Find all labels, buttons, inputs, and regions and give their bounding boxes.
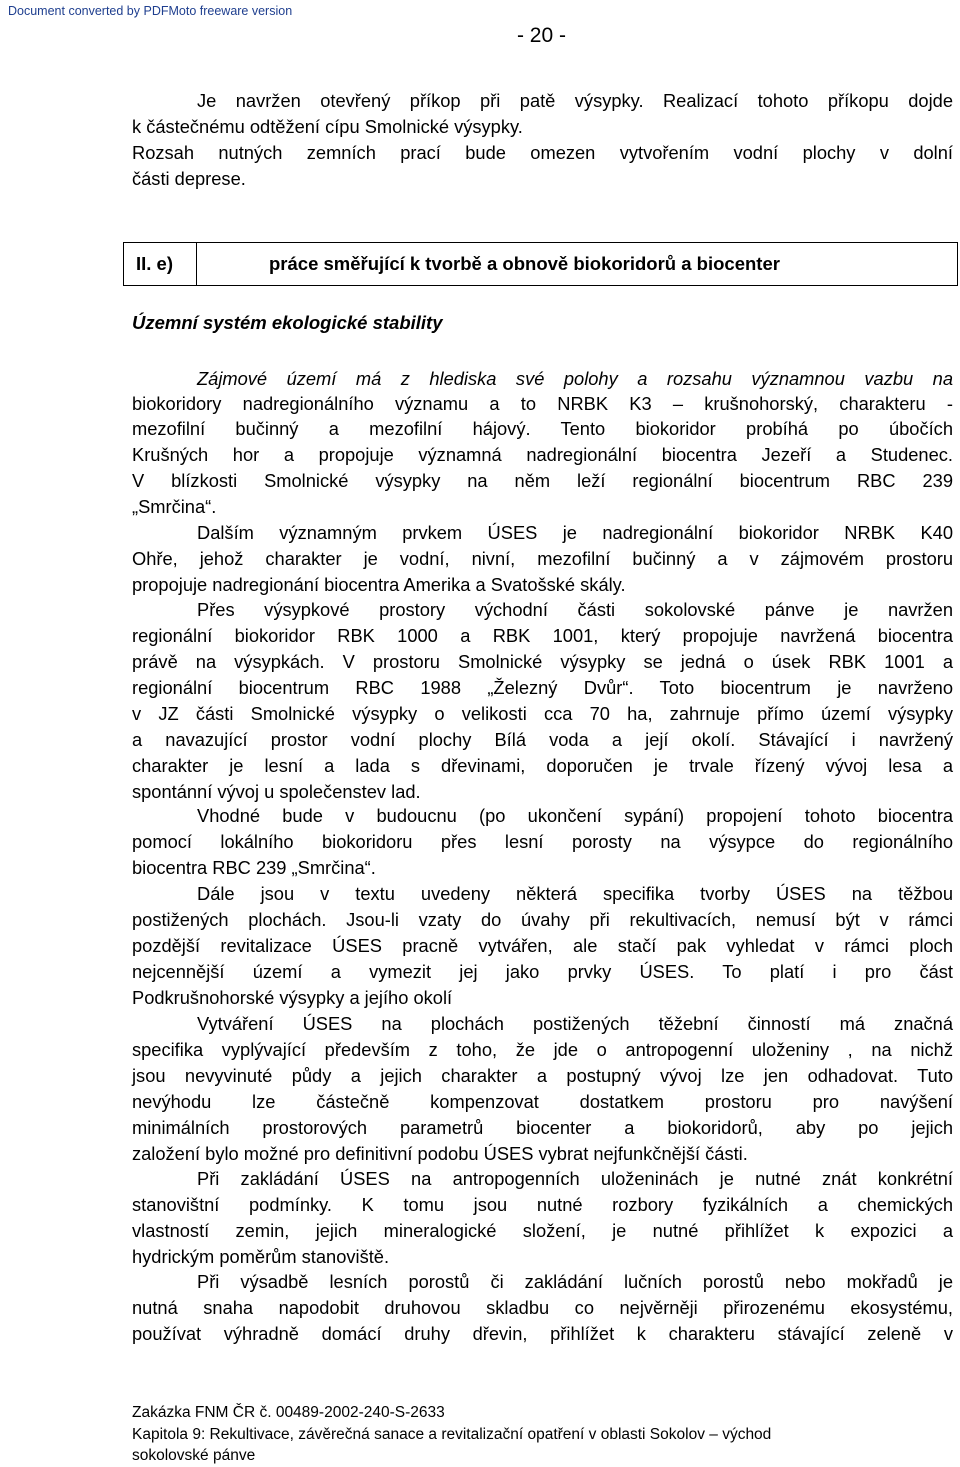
footer-region: sokolovské pánve (132, 1447, 256, 1464)
body-line: postižených plochách. Jsou-li vzaty do úvahy při rekultivacích, nemusí být v rámci (132, 909, 953, 930)
section-title: práce směřující k tvorbě a obnově biokoridorů a biocenter (269, 253, 780, 274)
body-line: vlastností zemin, jejich mineralogické složení, je nutné přihlížet k expozici a (132, 1220, 953, 1241)
body-line: pozdější revitalizace ÚSES pracně vytvářen, ale stačí pak vyhledat v rámci ploch (132, 935, 953, 956)
page-number: - 20 - (516, 24, 566, 47)
body-line: mezofilní bučinný a mezofilní hájový. Tento biokoridor probíhá po úbočích (132, 418, 953, 439)
body-line: minimálních prostorových parametrů biocenter a biokoridorů, aby po jejich (132, 1117, 953, 1138)
section-box-divider (196, 243, 197, 285)
body-line: Zájmové území má z hlediska své polohy a rozsahu významnou vazbu na (197, 368, 953, 389)
body-line: Přes výsypkové prostory východní části sokolovské pánve je navržen (197, 599, 953, 620)
body-line: a navazující prostor vodní plochy Bílá voda a její okolí. Stávající i navržený (132, 729, 953, 750)
body-line: Dále jsou v textu uvedeny některá specifika tvorby ÚSES na těžbou (197, 883, 953, 904)
body-line: biocentra RBC 239 „Smrčina“. (132, 857, 376, 878)
body-line: Při zakládání ÚSES na antropogenních uloženinách je nutné znát konkrétní (197, 1168, 953, 1189)
body-line: spontánní vývoj u společenstev lad. (132, 781, 421, 802)
intro-line: Rozsah nutných zemních prací bude omezen vytvořením vodní plochy v dolní (132, 142, 953, 163)
body-line: pomocí lokálního biokoridoru přes lesní porosty na výsypce do regionálního (132, 831, 953, 852)
body-line: nevýhodu lze částečně kompenzovat dostatkem prostoru pro navýšení (132, 1091, 953, 1112)
footer-order: Zakázka FNM ČR č. 00489-2002-240-S-2633 (132, 1404, 445, 1421)
body-line: propojuje nadregionání biocentra Amerika a Svatošské skály. (132, 574, 626, 595)
section-heading-box (123, 242, 958, 286)
body-line: V blízkosti Smolnické výsypky na něm leží regionální biocentrum RBC 239 (132, 470, 953, 491)
body-line: regionální biocentrum RBC 1988 „Železný Dvůr“. Toto biocentrum je navrženo (132, 677, 953, 698)
footer-chapter: Kapitola 9: Rekultivace, závěrečná sanace a revitalizační opatření v oblasti Sokolov – východ (132, 1426, 772, 1443)
body-line: Ohře, jehož charakter je vodní, nivní, mezofilní bučinný a v zájmovém prostoru (132, 548, 953, 569)
intro-line: k částečnému odtěžení cípu Smolnické výsypky. (132, 116, 523, 137)
body-line: hydrickým poměrům stanoviště. (132, 1246, 390, 1267)
body-line: biokoridory nadregionálního významu a to NRBK K3 – krušnohorský, charakteru - (132, 393, 953, 414)
body-line: právě na výsypkách. V prostoru Smolnické výsypky se jedná o úsek RBK 1001 a (132, 651, 953, 672)
body-line: nutná snaha napodobit druhovou skladbu co nejvěrněji přirozenému ekosystému, (132, 1297, 953, 1318)
intro-line: Je navržen otevřený příkop při patě výsypky. Realizací tohoto příkopu dojde (197, 90, 953, 111)
body-line: Podkrušnohorské výsypky a jejího okolí (132, 987, 453, 1008)
body-line: charakter je lesní a lada s dřevinami, doporučen je trvale řízený vývoj lesa a (132, 755, 953, 776)
body-line: v JZ části Smolnické výsypky o velikosti cca 70 ha, zahrnuje přímo území výsypky (132, 703, 953, 724)
body-line: Krušných hor a propojuje významná nadregionální biocentra Jezeří a Studenec. (132, 444, 953, 465)
body-line: založení bylo možné pro definitivní podobu ÚSES vybrat nejfunkčnější části. (132, 1143, 748, 1164)
body-line: jsou nevyvinuté půdy a jejich charakter a postupný vývoj lze jen odhadovat. Tuto (132, 1065, 953, 1086)
body-line: specifika vyplývající především z toho, že jde o antropogenní uloženiny , na nichž (132, 1039, 953, 1060)
body-line: nejcennější území a vymezit jej jako prvky ÚSES. To platí i pro část (132, 961, 953, 982)
body-line: Při výsadbě lesních porostů či zakládání lučních porostů nebo mokřadů je (197, 1271, 953, 1292)
body-line: Vytváření ÚSES na plochách postižených těžební činností má značná (197, 1013, 953, 1034)
body-line: regionální biokoridor RBK 1000 a RBK 1001, který propojuje navržená biocentra (132, 625, 953, 646)
body-line: „Smrčina“. (132, 496, 217, 517)
subheading: Územní systém ekologické stability (132, 312, 443, 333)
body-line: používat výhradně domácí druhy dřevin, přihlížet k charakteru stávající zeleně v (132, 1323, 953, 1344)
body-line: Vhodné bude v budoucnu (po ukončení sypání) propojení tohoto biocentra (197, 805, 953, 826)
body-line: Dalším významným prvkem ÚSES je nadregionální biokoridor NRBK K40 (197, 522, 953, 543)
intro-line: části deprese. (132, 168, 246, 189)
converter-banner: Document converted by PDFMoto freeware version (8, 4, 293, 18)
section-number: II. e) (136, 253, 174, 274)
body-line: stanovištní podmínky. K tomu jsou nutné rozbory fyzikálních a chemických (132, 1194, 953, 1215)
